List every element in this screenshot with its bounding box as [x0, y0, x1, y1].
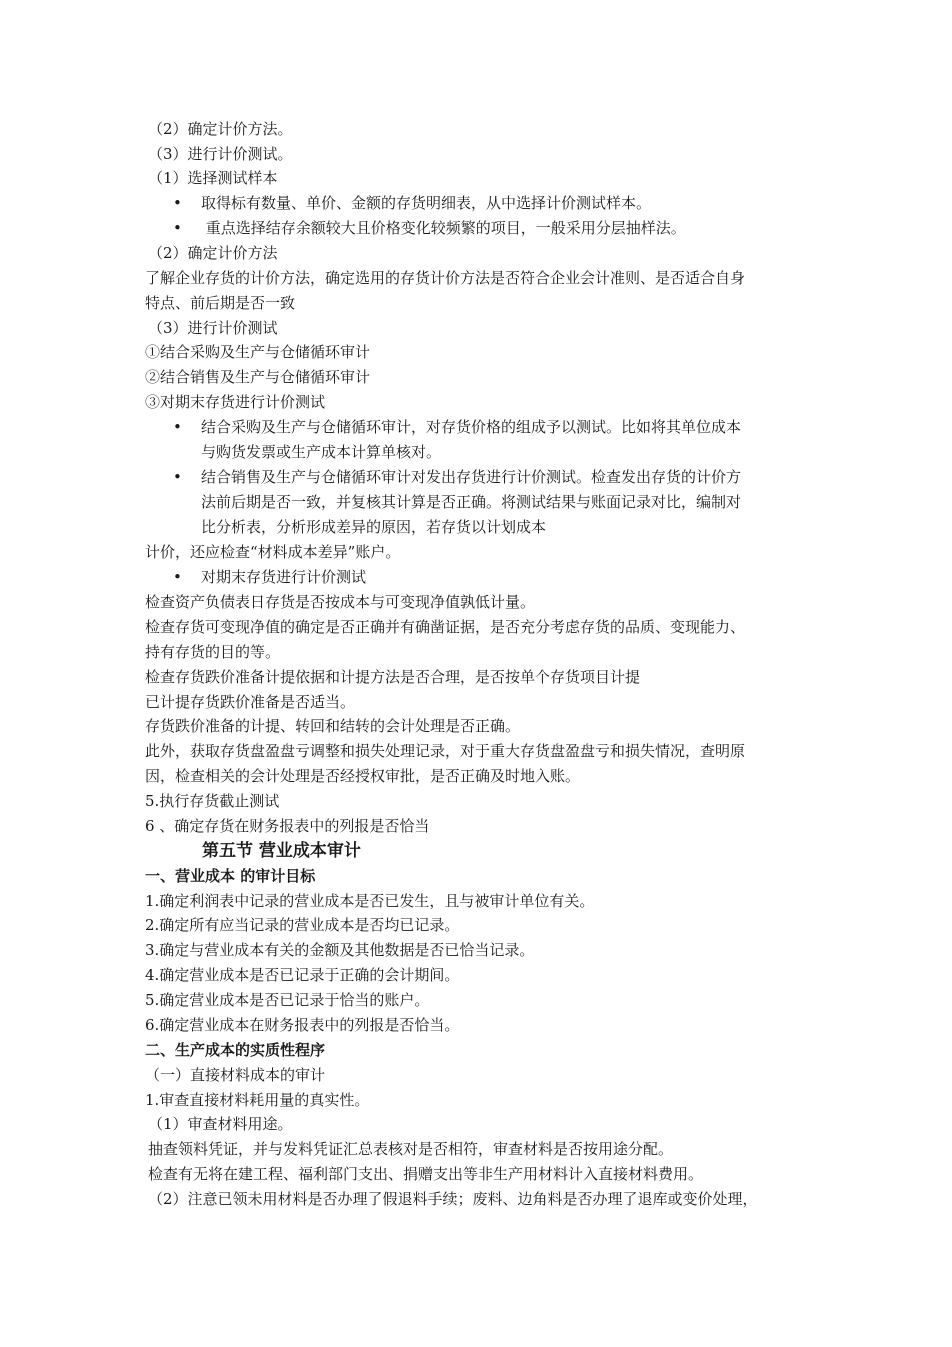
- text-line: 6 、确定存货在财务报表中的列报是否恰当: [145, 817, 430, 835]
- subsection-heading: 二、生产成本的实质性程序: [145, 1041, 326, 1059]
- text-line: 检查资产负债表日存货是否按成本与可变现净值孰低计量。: [145, 593, 536, 611]
- bullet-text: 重点选择结存余额较大且价格变化较频繁的项目，一般采用分层抽样法。: [201, 219, 686, 237]
- text-line: 持有存货的目的等。: [145, 643, 281, 661]
- text-line: （2）确定计价方法。: [148, 120, 293, 138]
- list-item: 6.确定营业成本在财务报表中的列报是否恰当。: [145, 1016, 460, 1034]
- bullet-icon: •: [173, 568, 182, 586]
- text-line: ②结合销售及生产与仓储循环审计: [145, 368, 371, 386]
- bullet-item: [173, 466, 741, 488]
- text-line: 1.审查直接材料耗用量的真实性。: [145, 1091, 370, 1109]
- list-item: 3.确定与营业成本有关的金额及其他数据是否已恰当记录。: [145, 941, 535, 959]
- text-line: （一）直接材料成本的审计: [145, 1066, 326, 1084]
- text-line: 5.执行存货截止测试: [145, 792, 280, 810]
- text-line: 检查有无将在建工程、福利部门支出、捐赠支出等非生产用材料计入直接材料费用。: [148, 1165, 704, 1183]
- text-line: ①结合采购及生产与仓储循环审计: [145, 343, 371, 361]
- text-line: 与购货发票或生产成本计算单核对。: [201, 443, 442, 461]
- bullet-item: [173, 192, 651, 214]
- text-line: 检查存货可变现净值的确定是否正确并有确凿证据，是否充分考虑存货的品质、变现能力、: [145, 618, 746, 636]
- bullet-icon: •: [173, 418, 182, 436]
- text-line: 抽查领料凭证，并与发料凭证汇总表核对是否相符，审查材料是否按用途分配。: [148, 1140, 674, 1158]
- list-item: 1.确定利润表中记录的营业成本是否已发生，且与被审计单位有关。: [145, 892, 595, 910]
- text-line: 此外，获取存货盘盈盘亏调整和损失处理记录，对于重大存货盘盈盘亏和损失情况，查明原: [145, 742, 746, 760]
- list-item: 4.确定营业成本是否已记录于正确的会计期间。: [145, 966, 460, 984]
- text-line: （2）注意已领未用材料是否办理了假退料手续；废料、边角料是否办理了退库或变价处理，: [148, 1190, 758, 1208]
- bullet-item: [173, 217, 686, 239]
- text-line: ③对期末存货进行计价测试: [145, 393, 326, 411]
- text-line: 已计提存货跌价准备是否适当。: [145, 693, 356, 711]
- text-line: 特点、前后期是否一致: [145, 294, 296, 312]
- text-line: 法前后期是否一致，并复核其计算是否正确。将测试结果与账面记录对比，编制对: [201, 493, 742, 511]
- text-line: （1）选择测试样本: [148, 169, 278, 187]
- bullet-icon: •: [173, 219, 182, 237]
- bullet-text: 结合采购及生产与仓储循环审计，对存货价格的组成予以测试。比如将其单位成本: [201, 418, 742, 436]
- text-line: 了解企业存货的计价方法，确定选用的存货计价方法是否符合企业会计准则、是否适合自身: [145, 269, 746, 287]
- text-line: 计价，还应检查“材料成本差异”账户。: [145, 543, 401, 561]
- text-line: （1）审查材料用途。: [148, 1115, 293, 1133]
- subsection-heading: 一、营业成本 的审计目标: [145, 867, 316, 885]
- bullet-item: [173, 416, 741, 438]
- bullet-icon: •: [173, 468, 182, 486]
- list-item: 5.确定营业成本是否已记录于恰当的账户。: [145, 991, 430, 1009]
- bullet-text: 对期末存货进行计价测试: [201, 568, 367, 586]
- list-item: 2.确定所有应当记录的营业成本是否均已记录。: [145, 916, 460, 934]
- text-line: 存货跌价准备的计提、转回和结转的会计处理是否正确。: [145, 717, 521, 735]
- section-heading: 第五节 营业成本审计: [202, 841, 361, 861]
- bullet-text: 结合销售及生产与仓储循环审计对发出存货进行计价测试。检查发出存货的计价方: [201, 468, 742, 486]
- bullet-text: 取得标有数量、单价、金额的存货明细表，从中选择计价测试样本。: [201, 194, 652, 212]
- text-line: 比分析表，分析形成差异的原因，若存货以计划成本: [201, 518, 547, 536]
- text-line: 因，检查相关的会计处理是否经授权审批，是否正确及时地入账。: [145, 767, 581, 785]
- text-line: （3）进行计价测试: [148, 319, 278, 337]
- bullet-icon: •: [173, 194, 182, 212]
- text-line: 检查存货跌价准备计提依据和计提方法是否合理，是否按单个存货项目计提: [145, 668, 641, 686]
- bullet-item: [173, 566, 366, 588]
- text-line: （3）进行计价测试。: [148, 145, 293, 163]
- text-line: （2）确定计价方法: [148, 244, 278, 262]
